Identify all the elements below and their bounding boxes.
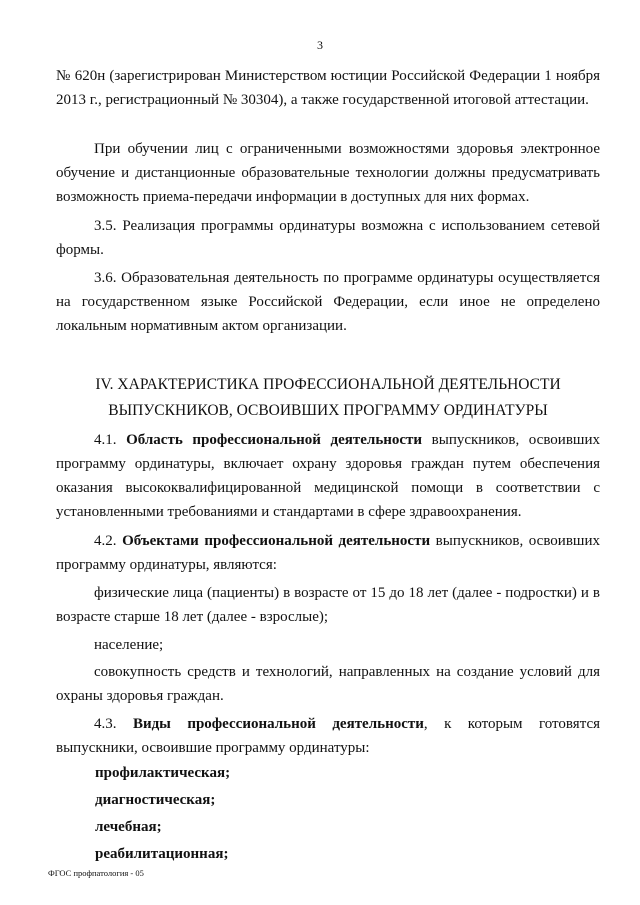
paragraph-3-5: 3.5. Реализация программы ординатуры возможна с использованием сетевой формы. xyxy=(56,218,600,258)
activity-type-item: профилактическая; xyxy=(95,765,231,781)
paragraph-4-1 xyxy=(56,428,600,524)
paragraph-4-2 xyxy=(56,529,600,577)
paragraph-4-3 xyxy=(56,712,600,760)
object-item-population: население; xyxy=(94,637,164,653)
document-footer: ФГОС профпатология - 05 xyxy=(48,868,144,878)
paragraph-disabled-learners: При обучении лиц с ограниченными возможностями здоровья электронное обучение и дистанционные образовательные технологии должны предусматривать возможность приема-передачи информации в доступных для них формах. xyxy=(56,141,600,205)
page-number: 3 xyxy=(317,38,323,52)
section-4-2-term: Объектами профессиональной деятельности xyxy=(122,533,431,549)
section-4-2-number: 4.2. xyxy=(94,533,117,549)
section-4-2-text: выпускников, освоивших программу ординатуры, являются: xyxy=(56,533,600,573)
activity-type-item: реабилитационная; xyxy=(95,846,229,862)
section-4-1-term: Область профессиональной деятельности xyxy=(126,432,423,448)
section-4-3-text: , к которым готовятся выпускники, освоившие программу ординатуры: xyxy=(56,716,600,756)
object-item-means-technologies: совокупность средств и технологий, направленных на создание условий для охраны здоровья граждан. xyxy=(56,664,600,704)
section-4-1-text: выпускников, освоивших программу ординатуры, включает охрану здоровья граждан путем обеспечения оказания высококвалифицированной медицинской помощи в соответствии с установленными требованиями и стандартами в сфере здравоохранения. xyxy=(56,432,600,520)
paragraph-3-6: 3.6. Образовательная деятельность по программе ординатуры осуществляется на государственном языке Российской Федерации, если иное не определено локальным нормативным актом организации. xyxy=(56,270,600,334)
object-item-individuals: физические лица (пациенты) в возрасте от 15 до 18 лет (далее - подростки) и в возрасте старше 18 лет (далее - взрослые); xyxy=(56,585,600,625)
section-4-3-number: 4.3. xyxy=(94,716,117,732)
section-heading xyxy=(56,372,600,424)
section-heading-line2: ВЫПУСКНИКОВ, ОСВОИВШИХ ПРОГРАММУ ОРДИНАТУРЫ xyxy=(108,402,548,419)
section-4-1-number: 4.1. xyxy=(94,432,117,448)
activity-type-item: диагностическая; xyxy=(95,792,216,808)
section-heading-line1: IV. ХАРАКТЕРИСТИКА ПРОФЕССИОНАЛЬНОЙ ДЕЯТЕЛЬНОСТИ xyxy=(95,376,561,393)
activity-type-item: лечебная; xyxy=(95,819,162,835)
section-4-3-term: Виды профессиональной деятельности xyxy=(132,716,424,732)
paragraph-registration: № 620н (зарегистрирован Министерством юстиции Российской Федерации 1 ноября 2013 г., регистрационный № 30304), а также государственной итоговой аттестации. xyxy=(56,68,600,108)
